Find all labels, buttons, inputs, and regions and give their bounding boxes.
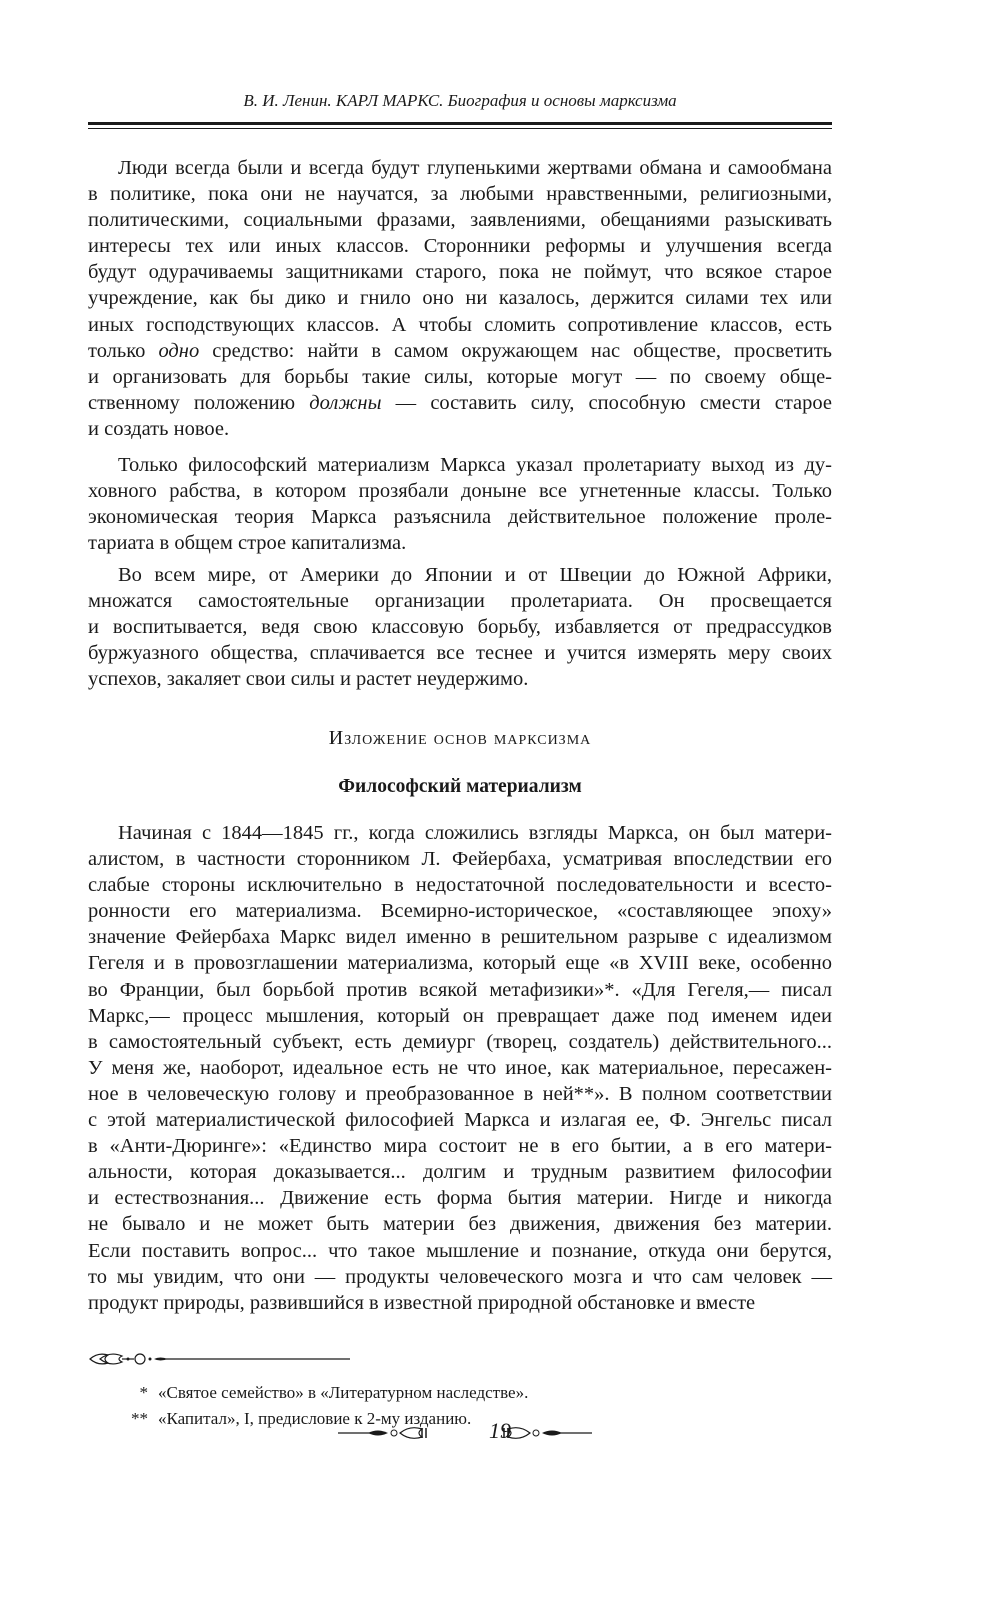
text-line: ховного рабства, в котором прозябали доныне все угнетенные классы. Только bbox=[88, 480, 832, 503]
header-rule-thin bbox=[88, 128, 832, 129]
text-line: интересы тех или иных классов. Сторонники реформы и улучшения всегда bbox=[88, 235, 832, 258]
text-line: и создать новое. bbox=[88, 417, 230, 440]
text-line: альности, которая доказывается... долгим и трудным развитием философии bbox=[88, 1161, 832, 1184]
text-line bbox=[88, 390, 832, 416]
paragraph bbox=[88, 155, 832, 442]
subheading: Философский материализм bbox=[338, 776, 582, 797]
running-header: В. И. Ленин. КАРЛ МАРКС. Биография и основы марксизма bbox=[243, 91, 677, 110]
text-line: Если поставить вопрос... что такое мышление и познание, откуда они берутся, bbox=[88, 1239, 832, 1262]
text-line: буржуазного общества, сплачивается все теснее и учится измерять меру своих bbox=[88, 642, 832, 665]
text-segment: средство: найти в самом окружающем нас обществе, просветить bbox=[199, 339, 833, 362]
text-line: и воспитывается, ведя свою классовую борьбу, избавляется от предрассудков bbox=[88, 616, 832, 639]
text-line: Маркс,— процесс мышления, который он превращает даже под именем идеи bbox=[88, 1004, 832, 1027]
text-line: алистом, в частности сторонником Л. Фейербаха, усматривая впоследствии его bbox=[88, 848, 832, 871]
text-line: экономическая теория Маркса разъяснила действительное положение проле- bbox=[88, 506, 832, 529]
footnote-marker: * bbox=[139, 1383, 148, 1402]
text-line: и естествознания... Движение есть форма бытия материи. Нигде и никогда bbox=[88, 1187, 832, 1210]
text-line: учреждение, как бы дико и гнило оно ни казалось, держится силами тех или bbox=[88, 287, 832, 310]
text-line: Гегеля и в провозглашении материализма, который еще «в XVIII веке, особенно bbox=[88, 952, 832, 975]
text-segment: только bbox=[88, 339, 159, 362]
text-line: Только философский материализм Маркса указал пролетариату выход из ду- bbox=[118, 454, 832, 476]
text-line: иных господствующих классов. А чтобы сломить сопротивление классов, есть bbox=[88, 313, 832, 336]
text-line: в политике, пока они не научатся, за любыми нравственными, религиозными, bbox=[88, 183, 832, 206]
page-number: 19 bbox=[489, 1418, 511, 1443]
text-line: Люди всегда были и всегда будут глупенькими жертвами обмана и самообмана bbox=[118, 157, 832, 179]
text-line bbox=[88, 338, 832, 364]
header-rule bbox=[88, 122, 832, 125]
footnote-separator-ornament bbox=[88, 1350, 353, 1373]
text-line: продукт природы, развившийся в известной природной обстановке и вместе bbox=[88, 1291, 756, 1314]
text-line: значение Фейербаха Маркс видел именно в решительном разрыве с идеализмом bbox=[88, 926, 832, 949]
text-line: успехов, закаляет свои силы и растет неудержимо. bbox=[88, 668, 529, 691]
text-line: в «Анти-Дюринге»: «Единство мира состоит не в его бытии, а в его матери- bbox=[88, 1135, 832, 1158]
paragraph bbox=[88, 562, 832, 692]
text-line: и организовать для борьбы такие силы, которые могут — по своему обще- bbox=[88, 365, 832, 388]
text-line: Во всем мире, от Америки до Японии и от Швеции до Южной Африки, bbox=[118, 564, 832, 586]
text-line: тариата в общем строе капитализма. bbox=[88, 532, 407, 555]
text-line: не бывало и не может быть материи без движения, движения без материи. bbox=[88, 1213, 832, 1236]
text-segment: ственному положению bbox=[88, 391, 310, 414]
footnote bbox=[118, 1380, 528, 1406]
text-line: с этой материалистической философией Маркса и излагая ее, Ф. Энгельс писал bbox=[88, 1109, 832, 1132]
text-line: Начиная с 1844—1845 гг., когда сложились взгляды Маркса, он был матери- bbox=[118, 822, 832, 844]
text-line: во Франции, был борьбой против всякой метафизики»*. «Для Гегеля,— писал bbox=[88, 978, 832, 1001]
text-line: У меня же, наоборот, идеальное есть не что иное, как материальное, пересажен- bbox=[88, 1056, 832, 1079]
text-segment: — составить силу, способную смести старое bbox=[381, 391, 832, 414]
emphasis-text: должны bbox=[309, 391, 382, 414]
text-line: то мы увидим, что они — продукты человеческого мозга и что сам человек — bbox=[88, 1265, 832, 1288]
text-line: ное в человеческую голову и преобразованное в ней**». В полном соответствии bbox=[88, 1082, 832, 1105]
text-line: будут одурачиваемы защитниками старого, пока не поймут, что всякое старое bbox=[88, 261, 832, 284]
text-line: ронности его материализма. Всемирно-историческое, «составляющее эпоху» bbox=[88, 900, 832, 923]
paragraph bbox=[88, 452, 832, 556]
page-number-ornament-right bbox=[492, 1425, 592, 1446]
text-line: политическими, социальными фразами, заявлениями, обещаниями разыскивать bbox=[88, 209, 832, 232]
footnote-marker: ** bbox=[131, 1409, 148, 1428]
footnote-text: «Капитал», I, предисловие к 2-му изданию. bbox=[158, 1409, 472, 1428]
emphasis-text: одно bbox=[158, 339, 200, 362]
section-heading: Изложение основ марксизма bbox=[328, 727, 592, 749]
footnote-text: «Святое семейство» в «Литературном наследстве». bbox=[158, 1383, 529, 1402]
text-line: в самостоятельный субъект, есть демиург (творец, создатель) действительного... bbox=[88, 1030, 832, 1053]
paragraph bbox=[88, 820, 832, 1316]
text-line: множатся самостоятельные организации пролетариата. Он просвещается bbox=[88, 590, 832, 613]
text-line: слабые стороны исключительно в недостаточной последовательности и всесто- bbox=[88, 874, 832, 897]
